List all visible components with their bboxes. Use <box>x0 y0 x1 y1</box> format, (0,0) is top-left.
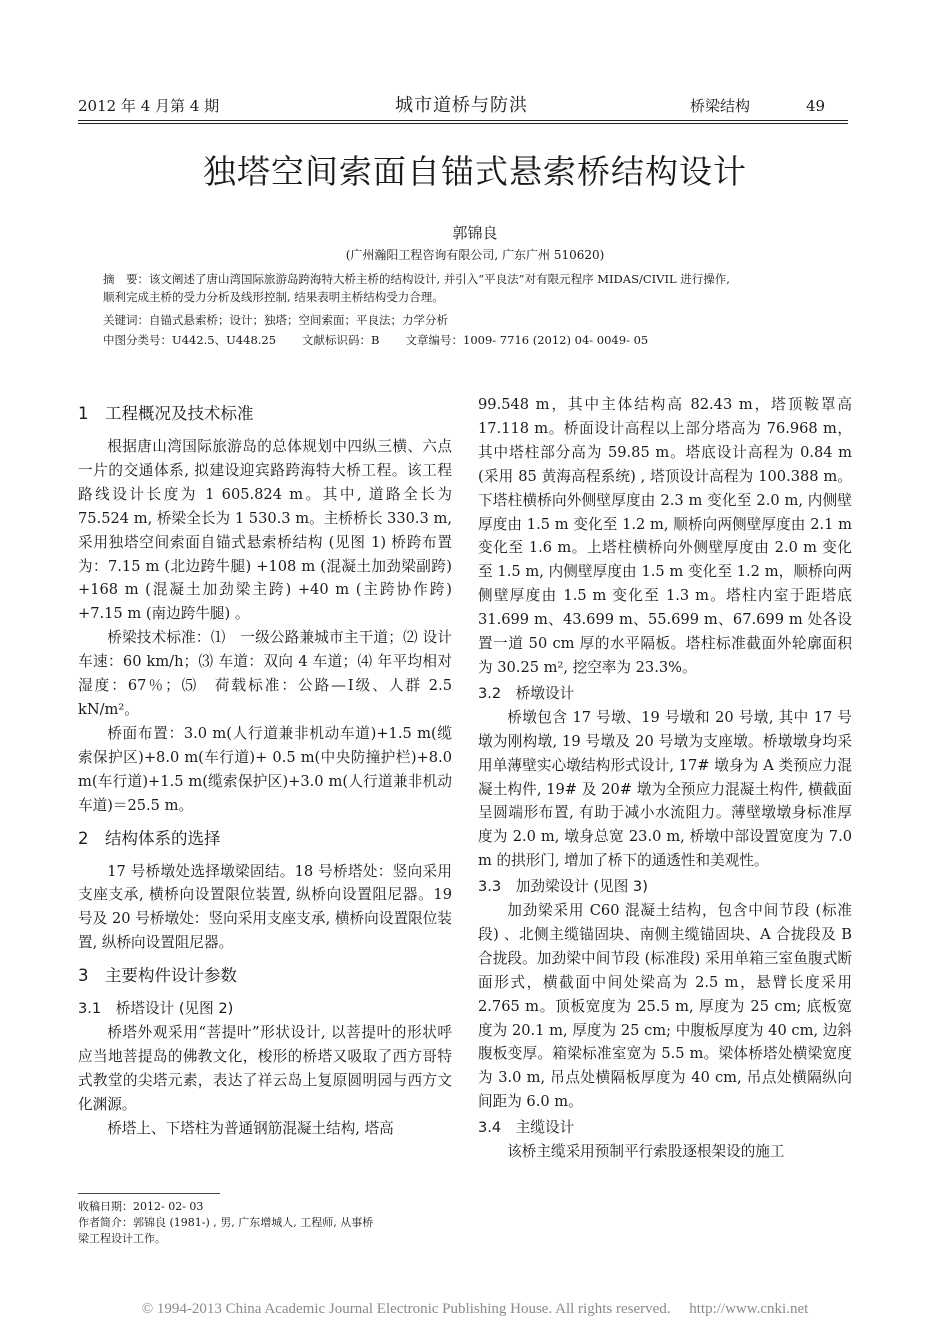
paper-title: 独塔空间索面自锚式悬索桥结构设计 <box>203 152 747 191</box>
subsection-heading-3-4: 3.4 主缆设计 <box>478 1119 575 1137</box>
subsection-heading-3-3: 3.3 加劲梁设计 (见图 3) <box>478 878 648 896</box>
paragraph: 桥塔外观采用“菩提叶”形状设计, 以菩提叶的形状呼应当地菩提岛的佛教文化，梭形的桥塔又吸取了西方哥特式教堂的尖塔元素，表达了祥云岛上复原圆明园与西方文化渊源。 <box>78 1024 452 1113</box>
paragraph: 该桥主缆采用预制平行索股逐根架设的施工 <box>507 1143 785 1161</box>
page-number: 49 <box>806 97 826 115</box>
author-bio-line2: 梁工程设计工作。 <box>78 1232 166 1245</box>
keywords: 关键词：自锚式悬索桥；设计；独塔；空间索面；平良法；力学分析 <box>103 313 448 327</box>
paragraph: 桥塔上、下塔柱为普通钢筋混凝土结构, 塔高 <box>107 1119 394 1137</box>
paragraph: 桥面布置：3.0 m(人行道兼非机动车道)+1.5 m(缆索保护区)+8.0 m(车行道)+ 0.5 m(中央防撞护栏)+8.0 m(车行道)+1.5 m(缆索保护区)+3.0 m(人行道兼非机动车道)＝25.5 m。 <box>78 724 452 814</box>
paragraph: 桥墩包含 17 号墩、19 号墩和 20 号墩, 其中 17 号墩为刚构墩, 19 号墩及 20 号墩为支座墩。桥墩墩身均采用单薄壁实心墩结构形式设计, 17# 墩身为 A 类预应力混凝土构件, 19# 及 20# 墩为全预应力混凝土构件, 横截面呈圆端形布置, 有助于减小水流阻力。薄壁墩墩身标准厚度为 2.0 m, 墩身总宽 23.0 m, 桥墩中部设置宽度为 7.0 m 的拱形门, 增加了桥下的通透性和美观性。 <box>478 708 852 870</box>
abstract <box>103 270 848 306</box>
right-column <box>478 393 852 1164</box>
paragraph: 根据唐山湾国际旅游岛的总体规划中四纵三横、六点一片的交通体系, 拟建设迎宾路跨海特大桥工程。该工程路线设计长度为 1 605.824 m。其中, 道路全长为 75.524 m, 桥梁全长为 1 530.3 m。主桥桥长 330.3 m, 采用独塔空间索面自锚式悬索桥结构 (见图 1) 桥跨布置为：7.15 m (北边跨牛腿) +108 m (混凝土加劲梁副跨) +168 m (混凝土加劲梁主跨) +40 m (主跨协作跨) +7.15 m (南边跨牛腿) 。 <box>78 438 452 623</box>
section-heading-2: 2 结构体系的选择 <box>78 828 221 848</box>
journal-name: 城市道桥与防洪 <box>395 95 528 116</box>
section-heading-3: 3 主要构件设计参数 <box>78 966 237 986</box>
section-heading-1: 1 工程概况及技术标准 <box>78 404 254 423</box>
received-date: 收稿日期：2012- 02- 03 <box>78 1200 204 1213</box>
footnote <box>78 1199 428 1247</box>
paragraph: 加劲梁采用 C60 混凝土结构，包含中间节段 (标准段) 、北侧主缆锚固块、南侧主缆锚固块、A 合拢段及 B 合拢段。加劲梁中间节段 (标准段) 采用单箱三室鱼腹式断面形式，横截面中间处梁高为 2.5 m，悬臂长度采用 2.765 m。顶板宽度为 25.5 m, 厚度为 25 cm; 底板宽度为 20.1 m, 厚度为 25 cm; 中腹板厚度为 40 cm, 边斜腹板变厚。箱梁标准室宽为 5.5 m。梁体桥塔处横梁宽度为 3.0 m, 吊点处横隔板厚度为 40 cm, 吊点处横隔纵向间距为 6.0 m。 <box>478 902 852 1111</box>
author-affiliation: (广州瀚阳工程咨询有限公司, 广东广州 510620) <box>345 248 605 262</box>
document-code: 文献标识码：B <box>302 333 380 347</box>
abstract-text-line2: 顺利完成主桥的受力分析及线形控制, 结果表明主桥结构受力合理。 <box>103 290 444 304</box>
abstract-label: 摘 要： <box>103 272 149 286</box>
article-number: 文章编号：1009- 7716 (2012) 04- 0049- 05 <box>405 333 649 347</box>
header-rule <box>78 120 848 121</box>
header-rule-secondary <box>78 123 848 124</box>
subsection-heading-3-1: 3.1 桥塔设计 (见图 2) <box>78 1000 234 1018</box>
subsection-heading-3-2: 3.2 桥墩设计 <box>478 684 575 702</box>
classification-line <box>103 331 848 349</box>
clc-number: 中图分类号：U442.5、U448.25 <box>103 333 277 347</box>
paragraph: 17 号桥墩处选择墩梁固结。18 号桥塔处：竖向采用支座支承, 横桥向设置限位装置, 纵桥向设置阻尼器。19 号及 20 号桥墩处：竖向采用支座支承, 横桥向设置限位装置, 纵桥向设置阻尼器。 <box>78 862 452 952</box>
author-bio-line1: 作者简介：郭锦良 (1981-) , 男, 广东增城人, 工程师, 从事桥 <box>78 1216 374 1229</box>
author-name: 郭锦良 <box>452 224 498 242</box>
left-column <box>78 393 452 1141</box>
footnote-rule <box>78 1193 220 1194</box>
section-name: 桥梁结构 <box>690 97 751 115</box>
abstract-text-line1: 该文阐述了唐山湾国际旅游岛跨海特大桥主桥的结构设计, 并引入“平良法”对有限元程序 MIDAS/CIVIL 进行操作, <box>149 272 730 286</box>
issue-info: 2012 年 4 月第 4 期 <box>78 97 220 115</box>
paragraph: 桥梁技术标准：⑴ 一级公路兼城市主干道；⑵ 设计车速：60 km/h；⑶ 车道：双向 4 车道；⑷ 年平均相对湿度：67％；⑸ 荷载标准：公路—Ⅰ级、人群 2.5 kN/m²。 <box>78 629 452 718</box>
copyright-watermark: © 1994-2013 China Academic Journal Electronic Publishing House. All rights reserved. http://www.cnki.net <box>141 1301 809 1317</box>
paragraph-continued: 99.548 m，其中主体结构高 82.43 m，塔顶鞍罩高 17.118 m。桥面设计高程以上部分塔高为 76.968 m，其中塔柱部分高为 59.85 m。塔底设计高程为 0.84 m (采用 85 黄海高程系统) , 塔顶设计高程为 100.388 m。下塔柱横桥向外侧壁厚度由 2.3 m 变化至 2.0 m, 内侧壁厚度由 1.5 m 变化至 1.2 m, 顺桥向两侧壁厚度由 2.1 m 变化至 1.6 m。上塔柱横桥向外侧壁厚度由 2.0 m 变化至 1.5 m, 内侧壁厚度由 1.5 m 变化至 1.2 m，顺桥向两侧壁厚度由 1.5 m 变化至 1.3 m。塔柱内室于距塔底 31.699 m、43.699 m、55.699 m、67.699 m 处各设置一道 50 cm 厚的水平隔板。塔柱标准截面外轮廓面积为 30.25 m², 挖空率为 23.3%。 <box>478 396 852 676</box>
